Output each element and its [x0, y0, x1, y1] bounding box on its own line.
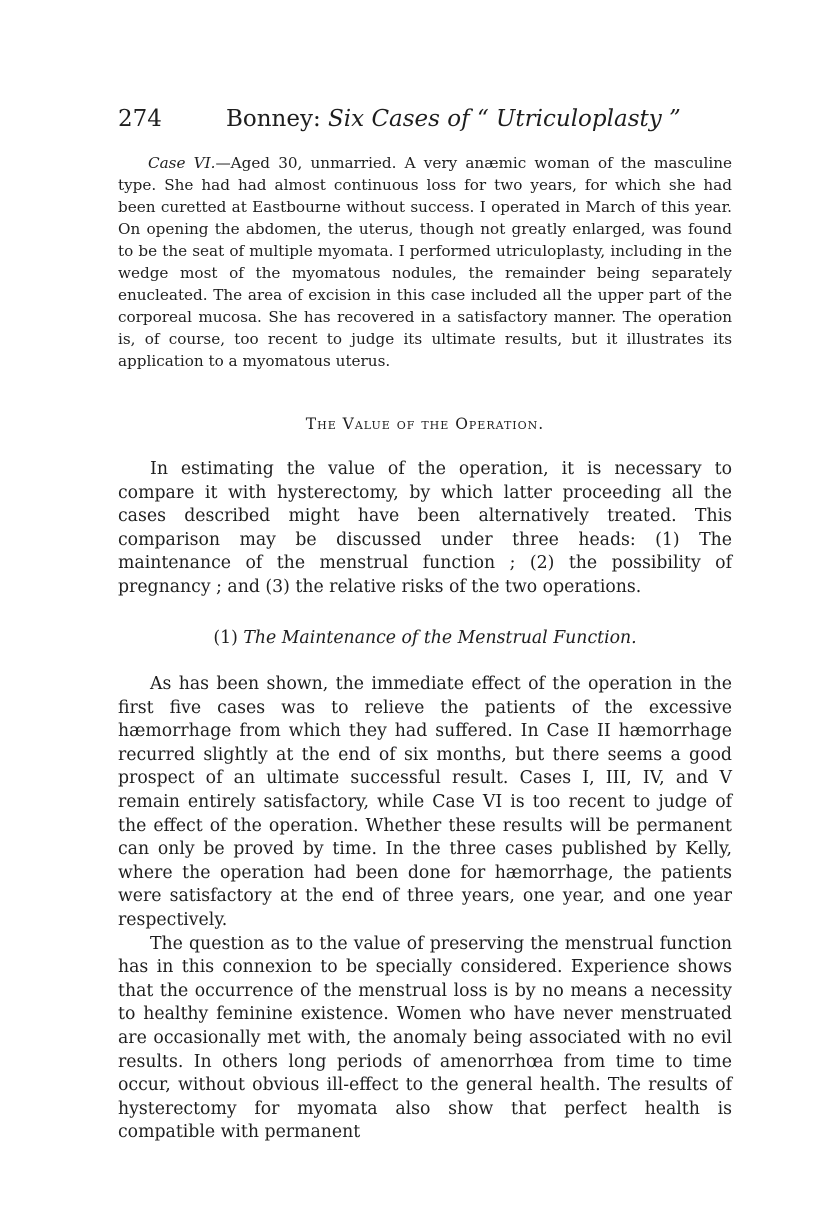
subheading-number: (1) [213, 628, 238, 648]
subheading [118, 628, 732, 648]
body-paragraph-2: The question as to the value of preserving the menstrual function has in this connexion to be specially considered. Experience shows that the occurrence of the menstrual loss is by no means a necessity to healthy feminine existence. Women who have never menstruated are occasionally met with, the anomaly being associated with no evil results. In others long periods of amenorrhœa from time to time occur, without obvious ill-effect to the general health. The results of hysterectomy for myomata also show that perfect health is compatible with permanent [118, 933, 732, 1143]
section-heading: The Value of the Operation. [305, 415, 545, 433]
case-vi-text: —Aged 30, unmarried. A very anæmic woman of the masculine type. She had had almost continuous loss for two years, for which she had been curetted at Eastbourne without success. I operated in March of this year. On opening the abdomen, the uterus, though not greatly enlarged, was found to be the seat of multiple myomata. I performed utriculoplasty, including in the wedge most of the myomatous nodules, the remainder being separately enucleated. The area of excision in this case included all the upper part of the corporeal mucosa. She has recovered in a satisfactory manner. The operation is, of course, too recent to judge its ultimate results, but it illustrates its application to a myomatous uterus. [118, 154, 732, 370]
case-vi-paragraph [118, 152, 732, 372]
intro-paragraph: In estimating the value of the operation, it is necessary to compare it with hysterectomy, by which latter proceeding all the cases described might have been alternatively treated. This comparison may be discussed under three heads: (1) The maintenance of the menstrual function ; (2) the possibility of pregnancy ; and (3) the relative risks of the two operations. [118, 459, 732, 597]
case-vi-label: Case VI. [148, 154, 216, 172]
running-title: Bonney: Six Cases of “ Utriculoplasty ” [226, 106, 681, 132]
page-number: 274 [118, 106, 162, 132]
header-title-quoted: “ Utriculoplasty ” [476, 106, 681, 132]
header-title-prefix: Six Cases of [328, 106, 470, 132]
subheading-title: The Maintenance of the Menstrual Function. [243, 628, 637, 648]
header-author: Bonney [226, 106, 313, 132]
body-paragraph-1: As has been shown, the immediate effect of the operation in the first five cases was to relieve the patients of the excessive hæmorrhage from which they had suffered. In Case II hæmorrhage recurred slightly at the end of six months, but there seems a good prospect of an ultimate successful result. Cases I, III, IV, and V remain entirely satisfactory, while Case VI is too recent to judge of the effect of the operation. Whether these results will be permanent can only be proved by time. In the three cases published by Kelly, where the operation had been done for hæmorrhage, the patients were satisfactory at the end of three years, one year, and one year respectively. [118, 674, 732, 930]
intro-block [118, 458, 732, 600]
running-header [118, 106, 738, 146]
case-vi-block [118, 152, 732, 372]
body-block [118, 673, 732, 1145]
